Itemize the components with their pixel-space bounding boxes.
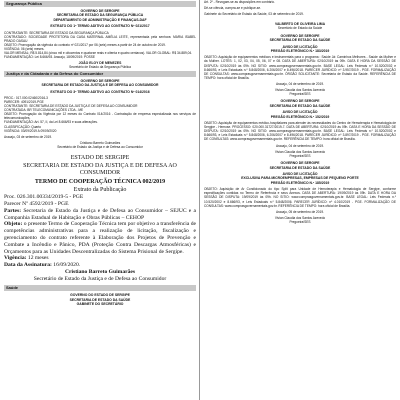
tc-secretaria-line: SECRETARIA DE ESTADO DA JUSTIÇA E DE DEFESA AO CONSUMIDOR bbox=[23, 162, 177, 177]
ssp-extrato-title: EXTRATO DO 1º TERMO ADITIVO AO CONTRATO Nº 021/2017 bbox=[50, 24, 150, 29]
sejuc-objeto: OBJETO: Prorrogação da Vigência por 12 meses do Contrato 014/2016 - Contratação de empresa especializada nos serviços de telecomunicações. bbox=[4, 112, 196, 121]
aviso3-date: Aracaju, 05 de setembro de 2019. bbox=[275, 209, 325, 214]
aviso2-pregao: PREGÃO ELETRÔNICO N.º 152/2019 bbox=[270, 114, 330, 119]
right-column bbox=[204, 0, 396, 400]
tc-vigencia-text: 12 meses bbox=[27, 255, 49, 262]
portaria-signer-role: Secretário de Estado da Saúde bbox=[277, 26, 323, 31]
ses-gov-line: GOVERNO DO ESTADO DE SERGIPE bbox=[70, 293, 130, 298]
aviso2-signer-name: Vivian Claudia dos Santos Azevedo bbox=[274, 149, 326, 154]
aviso3-pregao: PREGÃO ELETRÔNICO N.º 185/2019 bbox=[270, 180, 330, 185]
sejuc-vigencia: VIGÊNCIA: 03/09/2019 A 09/09/2020 bbox=[4, 128, 57, 133]
portaria-cumpra: Dê-se ciência, cumpra-se e publique-se. bbox=[204, 6, 262, 11]
tc-partes-label: Partes: bbox=[4, 207, 22, 214]
tc-signer-name: Cristiano Barreto Guimarães bbox=[64, 269, 136, 276]
portaria-gabinete: Gabinete do Secretário de Estado da Saúde, 03 de setembro de 2019. bbox=[204, 12, 304, 17]
sejuc-proc: PROC.: 017.000.02460/2016-3 bbox=[4, 95, 48, 100]
aviso3-signer-name: Vivian Claudia dos Santos Azevedo bbox=[274, 215, 326, 220]
ssp-objeto: OBJETO: Prorrogação da vigência do contrato nº 021/2017 por 06 (seis) meses a partir de 24 de outubro de 2019. bbox=[4, 42, 166, 47]
aviso2-signer-role: Pregoeira/SES bbox=[289, 153, 311, 158]
sejuc-extrato-title: EXTRATO DO 3º TERMO ADITIVO AO CONTRATO Nº 014/2016 bbox=[50, 89, 150, 94]
aviso1-secretaria-line: SECRETARIA DE ESTADO DA SAÚDE bbox=[269, 38, 331, 43]
tc-objeto-text: o presente Termo de Cooperação Técnica tem por objetivo a transferência de competências administrativas para a realização de licitação, fiscalização e gerenciamento do contrato referente à Elaboração dos Projetos de Prevenção e Combate a Incêndio e Pânico, PDA (Proteção Contra Descargas Atmosféricas) e Orçamentos para as Unidades Descentralizadas do Sistema Prisional de Sergipe. bbox=[4, 221, 196, 255]
aviso2-gov-line: GOVERNO DE SERGIPE bbox=[280, 99, 320, 104]
tc-title: TERMO DE COOPERAÇÃO TÉCNICA 002/2019 bbox=[34, 179, 166, 186]
section-header-seguranca: Segurança Pública bbox=[4, 1, 196, 7]
ssp-departamento-line: DEPARTAMENTO DE ADMINISTRAÇÃO E FINANÇAS-DAF bbox=[53, 17, 147, 22]
ssp-signer-role: Secretário de Estado da Segurança Pública bbox=[69, 65, 131, 70]
aviso2-title: AVISO DE LICITAÇÃO bbox=[282, 110, 318, 115]
portaria-art2: Art. 2º - Revogam-se as disposições em contrário. bbox=[204, 0, 275, 4]
sejuc-signer-name: Cristiano Barreto Guimarães bbox=[79, 140, 121, 145]
aviso1-pregao: PREGÃO ELETRÔNICO N.º 183/2019 bbox=[270, 48, 330, 53]
aviso1-gov-line: GOVERNO DE SERGIPE bbox=[280, 33, 320, 38]
tc-signer-role: Secretário de Estado da Justiça e de Defesa ao Consumidor bbox=[33, 275, 167, 282]
portaria-signer-name: VALBERTO DE OLIVEIRA LIMA bbox=[274, 22, 326, 27]
tc-data bbox=[4, 262, 196, 269]
section-header-justica: Justiça e da Cidadania e da Defesa do Consumidor bbox=[4, 71, 196, 77]
aviso2-secretaria-line: SECRETARIA DE ESTADO DA SAÚDE bbox=[269, 103, 331, 108]
tc-vigencia bbox=[4, 255, 196, 262]
aviso3-secretaria-line: SECRETARIA DE ESTADO DA SAÚDE bbox=[269, 165, 331, 170]
ssp-gov-line: GOVERNO DE SERGIPE bbox=[80, 9, 120, 13]
aviso1-date: Aracaju, 04 de setembro de 2019. bbox=[275, 81, 325, 86]
sejuc-date: Aracaju, 03 de setembro de 2019. bbox=[4, 134, 53, 139]
tc-data-text: 16/09/2020. bbox=[53, 262, 81, 269]
tc-objeto-label: Objeto: bbox=[4, 221, 23, 228]
ssp-secretaria-line: SECRETARIA DE ESTADO DA SEGURANÇA PÚBLICA bbox=[56, 13, 144, 18]
tc-parecer: Parecer Nº 4592/2019 - PGE bbox=[4, 201, 69, 208]
sejuc-signer-role: Secretário de Estado da Justiça e de Defesa ao Consumidor bbox=[57, 145, 143, 150]
aviso3-signer-role: Pregoeira/SES bbox=[289, 220, 311, 225]
section-header-saude: Saúde bbox=[4, 285, 196, 291]
ssp-fundamentacao: FUNDAMENTAÇÃO: Lei 8.666/93. Aracaju, 18/09/2019. POSSE bbox=[4, 55, 96, 60]
tc-processo: Proc. 026.301.00334/2019-5 - PGE bbox=[4, 194, 84, 201]
sejuc-contratante: CONTRATANTE: SECRETARIA DE ESTADO DA JUSTIÇA E DE DEFESA AO CONSUMIDOR bbox=[4, 104, 138, 109]
aviso1-signer-name: Vivian Claudia dos Santos Azevedo bbox=[274, 88, 326, 93]
tc-state-line: ESTADO DE SERGIPE bbox=[70, 155, 130, 162]
aviso2-body: OBJETO: Aquisição de equipamentos médico-hospitalares para atender às necessidades do Centro de Hemoterapia e Hematologia de Sergipe - Hemose. PROCESSO: 020.000.31727/2019-7. DATA DE ABERTURA: 02/10/2019 às 09h. DATA E HORA DA SESSÃO DE DISPUTA: 02/10/2019 às 09h. NO SITIO: www.comprasgovernamentais.gov.br. BASE LEGAL: Leis Federais n.º 10.520/2002 e 8.666/93, e Leis Estaduais n.º 5.848/2006, 6.206/2007 e 8.496/2018. PARECER JURÍDICO: nº 3.897/2019 - PGE. FORMALIZAÇÃO DE CONSULTAS: www.comprasgovernamentais.gov.br. REFERÊNCIA DE TEMPO: hora oficial de Brasília. bbox=[204, 121, 396, 142]
tc-partes bbox=[4, 208, 196, 222]
ses-secretaria-line: SECRETARIA DE ESTADO DA SAÚDE bbox=[69, 297, 131, 302]
tc-objeto bbox=[4, 221, 196, 255]
ssp-contratante: CONTRATANTE: SECRETARIA DE ESTADO DA SEGURANÇA PÚBLICA bbox=[4, 30, 109, 35]
ssp-signer-name: JOÃO ELOY DE MENEZES bbox=[78, 61, 122, 66]
ses-gabinete-line: GABINETE DO SECRETÁRIO bbox=[76, 302, 124, 307]
aviso2-date: Aracaju, 04 de setembro de 2019. bbox=[275, 143, 325, 148]
tc-data-label: Data da Assinatura: bbox=[4, 262, 52, 269]
sejuc-contratada: CONTRATADA: BR TELECOMUNICAÇÕES LTDA - ME bbox=[4, 108, 84, 113]
sejuc-fundamentacao: FUNDAMENTAÇÃO: Art. 57, II, da Lei 8.666/93 e suas alterações. bbox=[4, 120, 98, 125]
ssp-contratado: CONTRATADO: SOCIEDADE PROTETORA DA CASA MATERNAL AMÉLIA LEITE, representada pela senhora: MARIA ISABEL PRADO OASAU bbox=[4, 34, 196, 43]
ssp-vigencia: VIGÊNCIA: 06 (seis) meses. bbox=[4, 47, 45, 51]
aviso3-body: OBJETO: Aquisição de Ar Condicionado do tipo Split para Unidade de Hemoterapia e Hematologia de Sergipe, conforme especificações contidas no Termo de Referência e seus Anexos. DATA DE ABERTURA: 19/09/2019 às 09h. DATA E HORA DA SESSÃO DE DISPUTA: 19/09/2019 às 09h. NO SITIO: www.comprasgovernamentais.gov.br. BASE LEGAL: Leis Federais n.º 10.520/2002 e 8.666/93, e Leis Estaduais n.º 5.848/2006. PARECER JURÍDICO: nº 4.010/2019 - PGE. FORMALIZAÇÃO DE CONSULTAS: www.comprasgovernamentais.gov.br. REFERÊNCIA DE TEMPO: hora oficial de Brasília. bbox=[204, 187, 396, 208]
sejuc-gov-line: GOVERNO DE SERGIPE bbox=[80, 78, 120, 83]
column-divider bbox=[199, 0, 200, 400]
sejuc-classificacao: CLASSIFICAÇÃO: Quarto bbox=[4, 124, 42, 129]
ssp-valor: VALOR MENSAL: R$ 5.814,84 (cinco mil e oitocentos e quatorze reais e oitenta e quatro centavos). VALOR GLOBAL: R$ 34.889,04. bbox=[4, 51, 193, 56]
sejuc-parecer: PARECER: 4091/2019-PGE bbox=[4, 100, 44, 104]
left-column bbox=[4, 0, 196, 400]
aviso3-exclusiva: EXCLUSIVA PARA MICROEMPRESAS, EMPRESAS DE PEQUENO PORTE bbox=[241, 176, 359, 181]
aviso3-gov-line: GOVERNO DE SERGIPE bbox=[280, 161, 320, 166]
tc-partes-text: Secretaria de Estado da Justiça e de Defesa ao Consumidor – SEJUC e a Companhia Estadual de Habitação e Obras Públicas – CEHOP bbox=[4, 207, 196, 221]
tc-subtitle: Extrato da Publicação bbox=[73, 186, 127, 193]
aviso1-title: AVISO DE LICITAÇÃO bbox=[282, 44, 318, 49]
aviso1-body: OBJETO: Aquisição de equipamentos médicos e instrumentais para o programa : Saúde Já: Caminhos Melhores - Saúde da Mulher e da Mulher. LOTES: 1, 02, 03, 04, 05, 06, 07 e 08. DATA DE ABERTURA: 02/10/2019 às 09h. DATA E HORA DA SESSÃO DE DISPUTA: 02/10/2019 às 09h. NO SITIO: www.comprasgovernamentais.gov.br. BASE LEGAL: Leis Federais n.º 10.520/2002 e 8.666/93, e Leis Estaduais n.º 5.848/2006, 6.206/2007 e 8.496/2018. PARECER JURÍDICO: nº 3.957/2019 - PGE. FORMALIZAÇÃO DE CONSULTAS: www.comprasgovernamentais.gov.br. ÓRGÃO SOLICITANTE: Secretaria de Estado da Saúde. REFERÊNCIA DE TEMPO: hora oficial de Brasília. bbox=[204, 55, 396, 80]
tc-vigencia-label: Vigência: bbox=[4, 255, 27, 262]
sejuc-secretaria-line: SECRETARIA DE ESTADO DA JUSTIÇA E DE DEFESA AO CONSUMIDOR bbox=[41, 83, 159, 88]
aviso3-title: AVISO DE LICITAÇÃO bbox=[282, 172, 318, 176]
aviso1-signer-role: Pregoeira/SES bbox=[289, 92, 311, 97]
